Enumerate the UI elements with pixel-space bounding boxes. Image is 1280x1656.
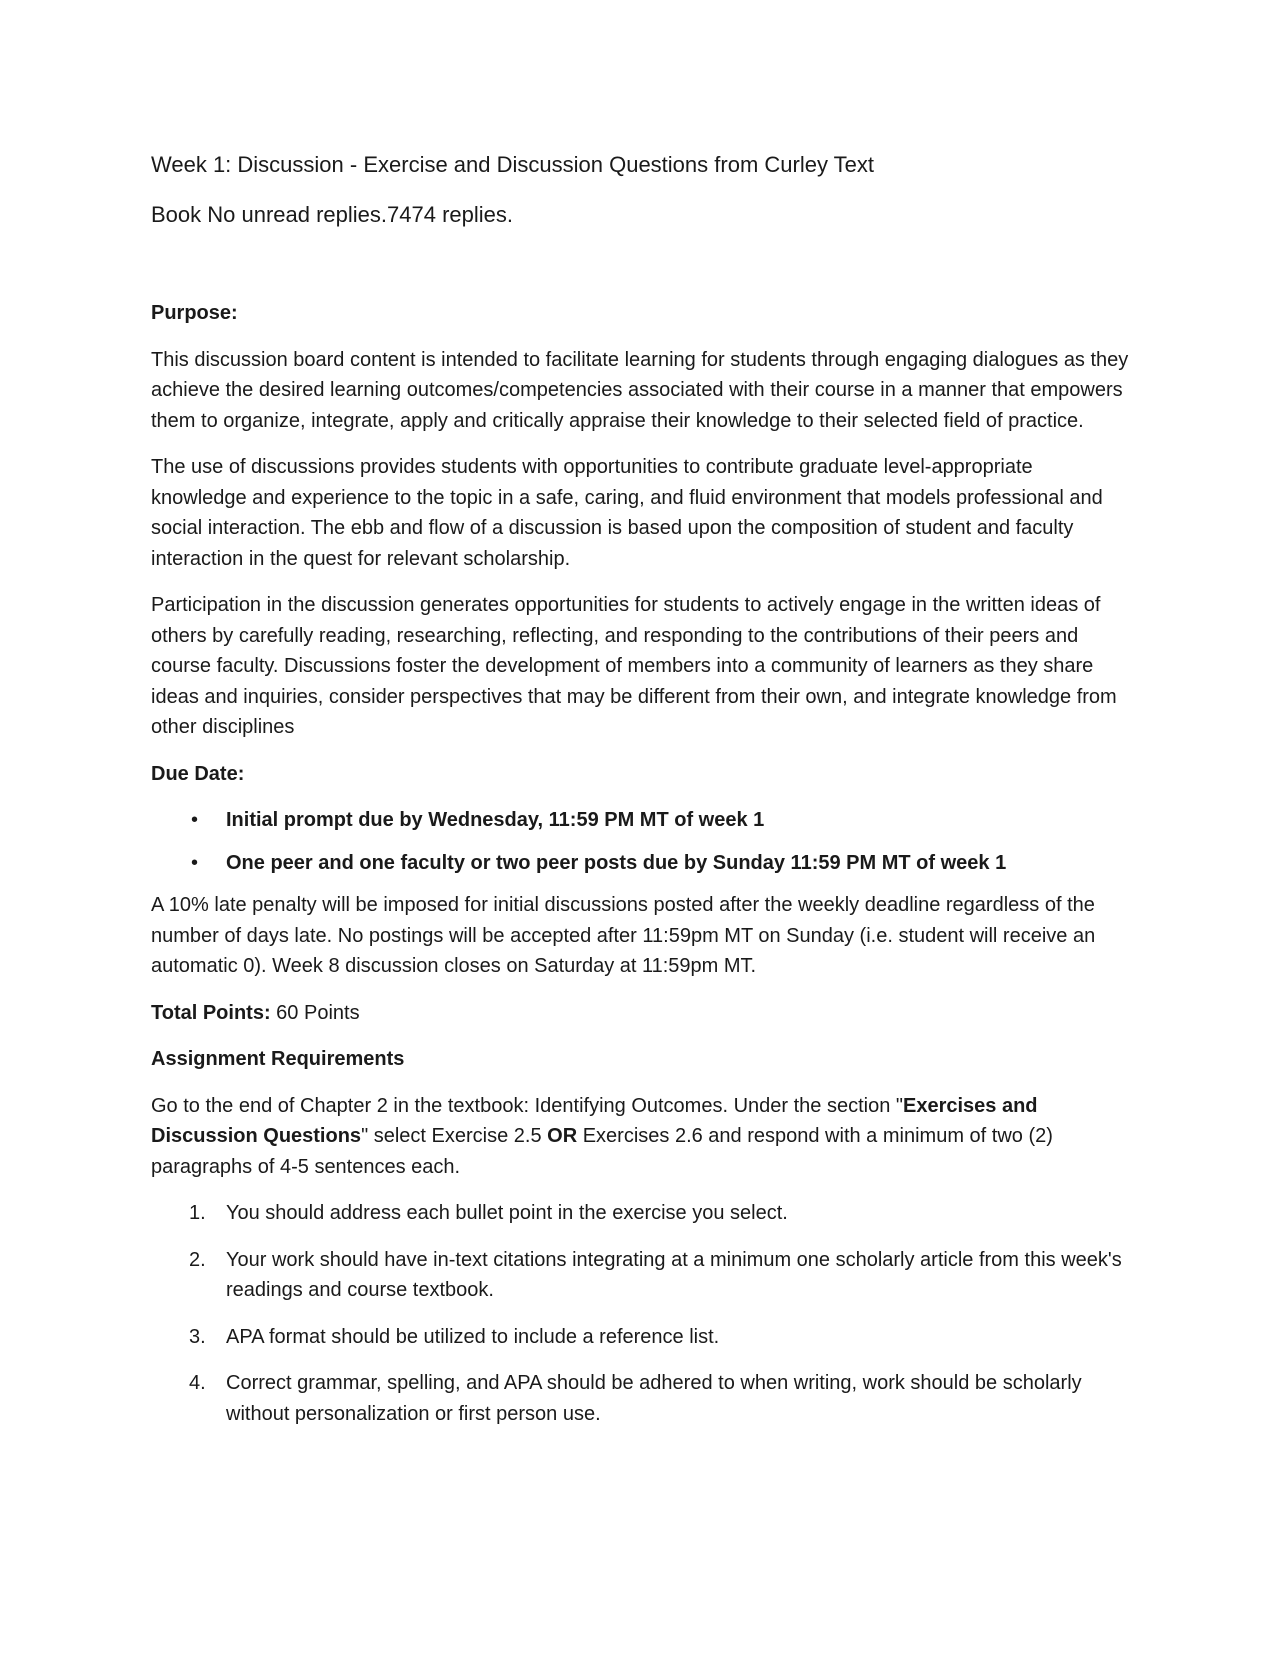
requirement-text: APA format should be utilized to include a reference list. <box>226 1325 720 1348</box>
requirement-number: 2. <box>189 1248 206 1271</box>
late-policy-paragraph: A 10% late penalty will be imposed for initial discussions posted after the weekly deadline regardless of the number of days late. No postings will be accepted after 11:59pm MT on Sunday (i.e. student will receive an automatic 0). Week 8 discussion closes on Saturday at 11:59pm MT. <box>151 894 1096 977</box>
due-date-item-text: Initial prompt due by Wednesday, 11:59 PM MT of week 1 <box>226 809 765 831</box>
purpose-paragraph-2: The use of discussions provides students with opportunities to contribute graduate level-appropriate knowledge and experience to the topic in a safe, caring, and fluid environment that models professional and social interaction. The ebb and flow of a discussion is based upon the composition of student and faculty interaction in the quest for relevant scholarship. <box>151 456 1103 570</box>
intro-text-2: " select Exercise 2.5 <box>361 1125 548 1147</box>
requirement-number: 4. <box>189 1372 206 1394</box>
bullet-icon: • <box>191 809 199 831</box>
document-page <box>151 150 1131 1445</box>
intro-or-emphasis: OR <box>547 1125 578 1147</box>
due-date-item <box>151 805 1131 836</box>
total-points-value: 60 Points <box>270 1001 360 1024</box>
assignment-requirements-heading: Assignment Requirements <box>151 1048 405 1070</box>
requirement-text: Correct grammar, spelling, and APA should be adhered to when writing, work should be scholarly without personalization or first person use. <box>226 1372 1082 1425</box>
bullet-icon: • <box>191 851 199 874</box>
due-date-item-text: One peer and one faculty or two peer posts due by Sunday 11:59 PM MT of week 1 <box>226 851 1007 874</box>
due-date-heading: Due Date: <box>151 762 245 785</box>
due-date-list <box>151 805 1131 878</box>
total-points-line <box>151 998 1131 1029</box>
requirement-text: You should address each bullet point in the exercise you select. <box>226 1202 788 1224</box>
intro-section-name: Exercises and Discussion Questions <box>151 1094 1038 1147</box>
requirement-item <box>151 1245 1131 1306</box>
total-points-label: Total Points: <box>151 1001 271 1024</box>
due-date-item <box>151 848 1131 879</box>
purpose-paragraph-1: This discussion board content is intended to facilitate learning for students through engaging dialogues as they achieve the desired learning outcomes/competencies associated with their course in a manner that empowers them to organize, integrate, apply and critically appraise their knowledge to their selected field of practice. <box>151 348 1129 432</box>
requirement-text: Your work should have in-text citations integrating at a minimum one scholarly article from this week's readings and course textbook. <box>226 1248 1122 1301</box>
purpose-paragraph-3: Participation in the discussion generates opportunities for students to actively engage in the written ideas of others by carefully reading, researching, reflecting, and responding to the contributions of their peers and course faculty. Discussions foster the development of members into a community of learners as they share ideas and inquiries, consider perspectives that may be different from their own, and integrate knowledge from other disciplines <box>151 594 1117 738</box>
purpose-heading: Purpose: <box>151 302 238 324</box>
intro-text-3: Exercises 2.6 and respond with a minimum of two (2) paragraphs of 4-5 sentences each. <box>151 1125 1053 1178</box>
assignment-requirements-intro <box>151 1091 1131 1183</box>
requirement-item <box>151 1322 1131 1353</box>
requirement-number: 3. <box>189 1325 206 1348</box>
requirements-list <box>151 1198 1131 1429</box>
requirement-number: 1. <box>189 1202 206 1224</box>
requirement-item <box>151 1368 1131 1429</box>
requirement-item <box>151 1198 1131 1229</box>
discussion-reply-status: Book No unread replies.7474 replies. <box>151 202 514 227</box>
discussion-title: Week 1: Discussion - Exercise and Discussion Questions from Curley Text <box>151 152 875 177</box>
intro-text-1: Go to the end of Chapter 2 in the textbook: Identifying Outcomes. Under the section " <box>151 1094 903 1117</box>
